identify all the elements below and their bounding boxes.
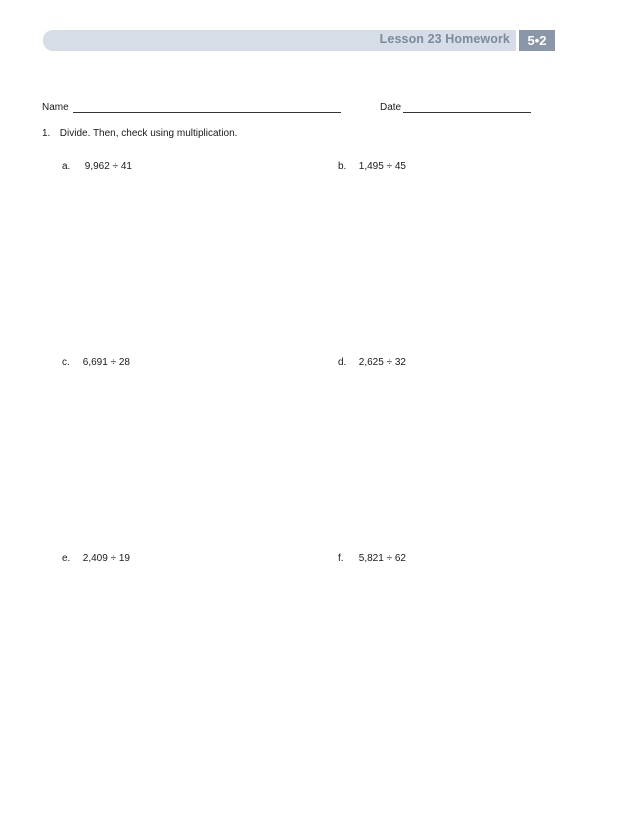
grade-module-badge: 5•2 <box>519 30 555 51</box>
problem-letter: c. <box>62 357 70 368</box>
problem-c <box>62 357 130 368</box>
name-field[interactable] <box>42 101 341 113</box>
problem-expression: 2,625 ÷ 32 <box>358 357 406 368</box>
problem-d <box>338 357 406 368</box>
problem-letter: e. <box>62 553 71 564</box>
problem-letter: a. <box>62 161 71 172</box>
lesson-title: Lesson 23 Homework <box>379 32 510 46</box>
problem-a <box>62 161 132 172</box>
problem-expression: 6,691 ÷ 28 <box>82 357 130 368</box>
question-1 <box>42 128 237 139</box>
name-line[interactable] <box>73 101 341 113</box>
problem-expression: 2,409 ÷ 19 <box>82 553 130 564</box>
problem-expression: 5,821 ÷ 62 <box>358 553 406 564</box>
date-line[interactable] <box>403 101 531 113</box>
problem-expression: 1,495 ÷ 45 <box>358 161 406 172</box>
name-label: Name <box>42 102 69 113</box>
question-text: Divide. Then, check using multiplication. <box>59 128 238 139</box>
date-field[interactable] <box>380 101 531 113</box>
problem-e <box>62 553 130 564</box>
header-bar <box>43 30 516 51</box>
problem-letter: f. <box>338 553 344 564</box>
question-number: 1. <box>42 128 51 139</box>
date-label: Date <box>380 102 402 113</box>
problem-letter: d. <box>338 357 347 368</box>
problem-f <box>338 553 406 564</box>
problem-expression: 9,962 ÷ 41 <box>84 161 132 172</box>
problem-b <box>338 161 406 172</box>
problem-letter: b. <box>338 161 347 172</box>
